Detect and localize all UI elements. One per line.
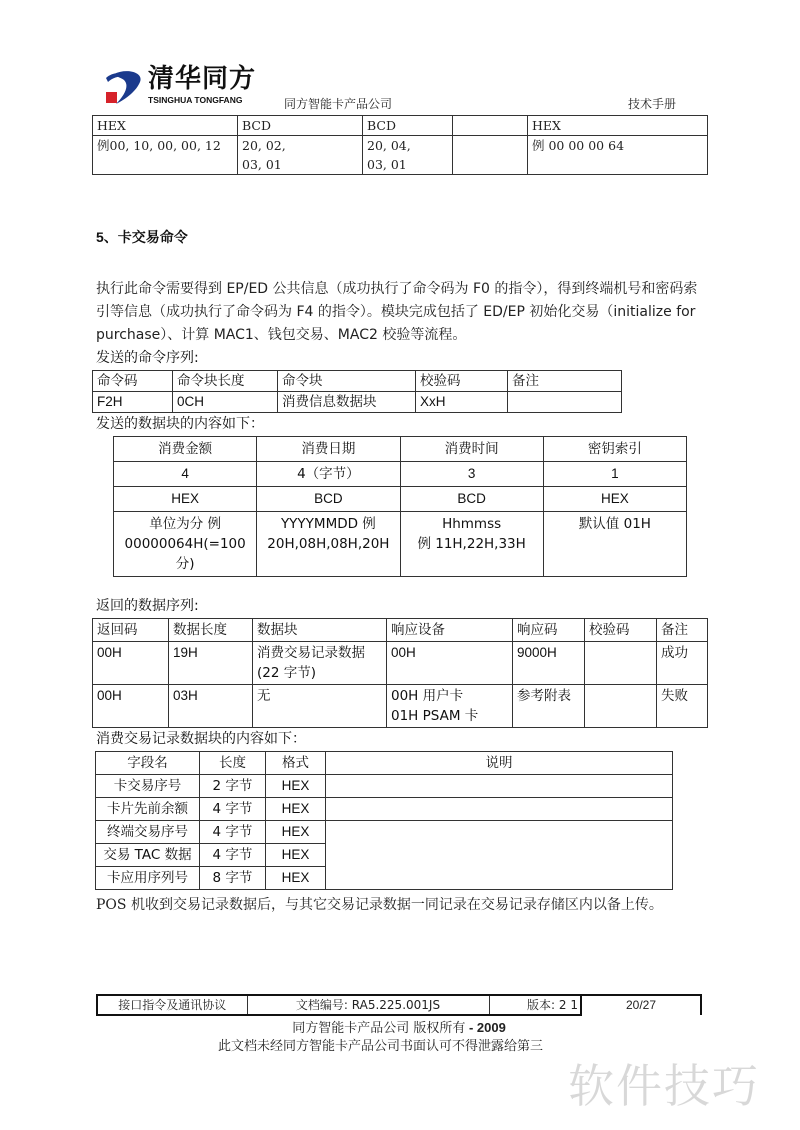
table-row bbox=[96, 775, 673, 798]
table-cell: 00H 用户卡 01H PSAM 卡 bbox=[387, 685, 513, 728]
table-cell: 失败 bbox=[657, 685, 708, 728]
header-cell: 响应设备 bbox=[387, 619, 513, 642]
footer-row bbox=[97, 995, 701, 1015]
header-cell: 说明 bbox=[326, 752, 673, 775]
table-cell: 00H bbox=[387, 642, 513, 685]
note-line: 单位为分 例 bbox=[149, 516, 222, 532]
format-cell: BCD bbox=[257, 487, 400, 512]
note-line: 默认值 01H bbox=[578, 516, 651, 532]
footer-version: 版本: 2 1 bbox=[489, 995, 581, 1015]
table-cell: 参考附表 bbox=[513, 685, 585, 728]
format-cell: HEX bbox=[266, 844, 326, 867]
footer-doc-number: 文档编号: RA5.225.001JS bbox=[247, 995, 489, 1015]
table-cell: BCD bbox=[363, 116, 453, 136]
table-header-row bbox=[114, 437, 687, 462]
description-cell bbox=[326, 798, 673, 821]
length-cell: 4 bbox=[114, 462, 257, 487]
field-name-cell: 卡应用序列号 bbox=[96, 867, 200, 890]
header-cell: 数据长度 bbox=[169, 619, 253, 642]
copyright-line bbox=[96, 1019, 702, 1037]
footer-page-number: 20/27 bbox=[581, 995, 701, 1015]
send-data-block-table bbox=[113, 436, 687, 577]
table-cell: 20, 04, 03, 01 bbox=[363, 136, 453, 175]
header-cell: 校验码 bbox=[585, 619, 657, 642]
format-cell: BCD bbox=[400, 487, 543, 512]
note-line: 00000064H(=100 分) bbox=[124, 536, 246, 572]
header-cell: 命令块长度 bbox=[173, 371, 278, 392]
command-sequence-table bbox=[92, 370, 622, 413]
table-cell: 例00, 10, 00, 00, 12 bbox=[93, 136, 238, 175]
tongfang-logo-icon bbox=[104, 70, 144, 106]
format-cell: HEX bbox=[266, 821, 326, 844]
length-cell: 4 字节 bbox=[200, 821, 266, 844]
length-cell: 4 字节 bbox=[200, 844, 266, 867]
length-cell: 8 字节 bbox=[200, 867, 266, 890]
format-cell: HEX bbox=[543, 487, 686, 512]
table-row bbox=[93, 642, 708, 685]
confidential-notice: 此文档未经同方智能卡产品公司书面认可不得泄露给第三 bbox=[218, 1039, 544, 1054]
record-block-label: 消费交易记录数据块的内容如下： bbox=[96, 731, 306, 747]
header-cell: 长度 bbox=[200, 752, 266, 775]
table-cell: 消费交易记录数据(22 字节) bbox=[253, 642, 387, 685]
note-cell bbox=[114, 512, 257, 577]
copyright-year: - 2009 bbox=[465, 1020, 506, 1035]
manual-header: 技术手册 bbox=[627, 97, 676, 111]
company-header: 同方智能卡产品公司 bbox=[284, 97, 393, 111]
table-cell: BCD bbox=[238, 116, 363, 136]
header-cell: 响应码 bbox=[513, 619, 585, 642]
watermark: 软件技巧 bbox=[568, 1059, 760, 1113]
length-cell: 4（字节） bbox=[257, 462, 400, 487]
table-row bbox=[96, 821, 673, 844]
header-cell: 备注 bbox=[508, 371, 622, 392]
table-header-row bbox=[93, 371, 622, 392]
table-cell: HEX bbox=[528, 116, 708, 136]
header-cell: 消费时间 bbox=[400, 437, 543, 462]
logo-english-name: TSINGHUA TONGFANG bbox=[148, 95, 243, 105]
table-header-row bbox=[93, 619, 708, 642]
header-cell: 命令块 bbox=[278, 371, 416, 392]
intro-paragraph: 执行此命令需要得到 EP/ED 公共信息（成功执行了命令码为 F0 的指令），得到终端机号和密码索引等信息（成功执行了命令码为 F4 的指令）。模块完成包括了 ED/EP 初始化交易（initialize for purchase）、计算 MAC1、钱包交易、MAC2 校验等流程。 bbox=[96, 281, 698, 343]
table-row bbox=[114, 487, 687, 512]
length-cell: 3 bbox=[400, 462, 543, 487]
continued-table bbox=[92, 115, 708, 175]
description-cell bbox=[326, 775, 673, 798]
table-row bbox=[114, 512, 687, 577]
format-cell: HEX bbox=[266, 775, 326, 798]
page-header bbox=[92, 62, 708, 114]
length-cell: 4 字节 bbox=[200, 798, 266, 821]
footer-table bbox=[96, 994, 702, 1016]
header-cell: 消费金额 bbox=[114, 437, 257, 462]
table-row bbox=[93, 392, 622, 413]
note-line: 例 11H,22H,33H bbox=[417, 536, 526, 552]
return-sequence-label: 返回的数据序列: bbox=[96, 598, 199, 614]
section-title bbox=[96, 227, 708, 248]
header-cell: 命令码 bbox=[93, 371, 173, 392]
table-cell: 消费信息数据块 bbox=[278, 392, 416, 413]
table-cell bbox=[508, 392, 622, 413]
header-cell: 数据块 bbox=[253, 619, 387, 642]
length-cell: 2 字节 bbox=[200, 775, 266, 798]
table-cell: F2H bbox=[93, 392, 173, 413]
table-cell bbox=[585, 685, 657, 728]
table-cell: 00H bbox=[93, 642, 169, 685]
field-name-cell: 终端交易序号 bbox=[96, 821, 200, 844]
table-cell: 例 00 00 00 64 bbox=[528, 136, 708, 175]
note-line: 20H,08H,08H,20H bbox=[267, 536, 390, 552]
table-row bbox=[93, 116, 708, 136]
table-row bbox=[93, 685, 708, 728]
format-cell: HEX bbox=[266, 867, 326, 890]
table-cell: 成功 bbox=[657, 642, 708, 685]
note-line: Hhmmss bbox=[442, 516, 502, 532]
table-row bbox=[114, 462, 687, 487]
note-cell bbox=[257, 512, 400, 577]
table-cell: 无 bbox=[253, 685, 387, 728]
table-cell bbox=[453, 116, 528, 136]
header-cell: 密钥索引 bbox=[543, 437, 686, 462]
table-row bbox=[93, 136, 708, 175]
header-cell: 格式 bbox=[266, 752, 326, 775]
table-cell bbox=[585, 642, 657, 685]
table-cell: HEX bbox=[93, 116, 238, 136]
section-number: 5 bbox=[96, 229, 104, 245]
footer-doc-name: 接口指令及通讯协议 bbox=[97, 995, 247, 1015]
field-name-cell: 交易 TAC 数据 bbox=[96, 844, 200, 867]
command-sequence-label: 发送的命令序列: bbox=[96, 350, 199, 366]
table-cell: XxH bbox=[416, 392, 508, 413]
table-cell: 19H bbox=[169, 642, 253, 685]
note-cell bbox=[400, 512, 543, 577]
header-cell: 校验码 bbox=[416, 371, 508, 392]
table-cell bbox=[453, 136, 528, 175]
section-title-text: 、卡交易命令 bbox=[103, 230, 188, 246]
field-name-cell: 卡片先前余额 bbox=[96, 798, 200, 821]
copyright-text: 同方智能卡产品公司 版权所有 bbox=[292, 1021, 466, 1036]
description-cell bbox=[326, 821, 673, 890]
header-cell: 消费日期 bbox=[257, 437, 400, 462]
header-cell: 备注 bbox=[657, 619, 708, 642]
header-cell: 字段名 bbox=[96, 752, 200, 775]
table-cell: 0CH bbox=[173, 392, 278, 413]
send-block-label: 发送的数据块的内容如下： bbox=[96, 416, 264, 432]
length-cell: 1 bbox=[543, 462, 686, 487]
pos-note-paragraph: POS 机收到交易记录数据后，与其它交易记录数据一同记录在交易记录存储区内以备上传。 bbox=[96, 897, 663, 913]
table-cell: 9000H bbox=[513, 642, 585, 685]
format-cell: HEX bbox=[266, 798, 326, 821]
header-cell: 返回码 bbox=[93, 619, 169, 642]
table-cell: 00H bbox=[93, 685, 169, 728]
record-block-table bbox=[95, 751, 673, 890]
table-cell: 20, 02, 03, 01 bbox=[238, 136, 363, 175]
note-cell bbox=[543, 512, 686, 577]
table-row bbox=[96, 798, 673, 821]
format-cell: HEX bbox=[114, 487, 257, 512]
page-footer bbox=[96, 994, 702, 1055]
return-sequence-table bbox=[92, 618, 708, 728]
field-name-cell: 卡交易序号 bbox=[96, 775, 200, 798]
logo-chinese-name: 清华同方 bbox=[148, 63, 257, 93]
table-header-row bbox=[96, 752, 673, 775]
note-line: YYYYMMDD 例 bbox=[280, 516, 376, 532]
table-cell: 03H bbox=[169, 685, 253, 728]
